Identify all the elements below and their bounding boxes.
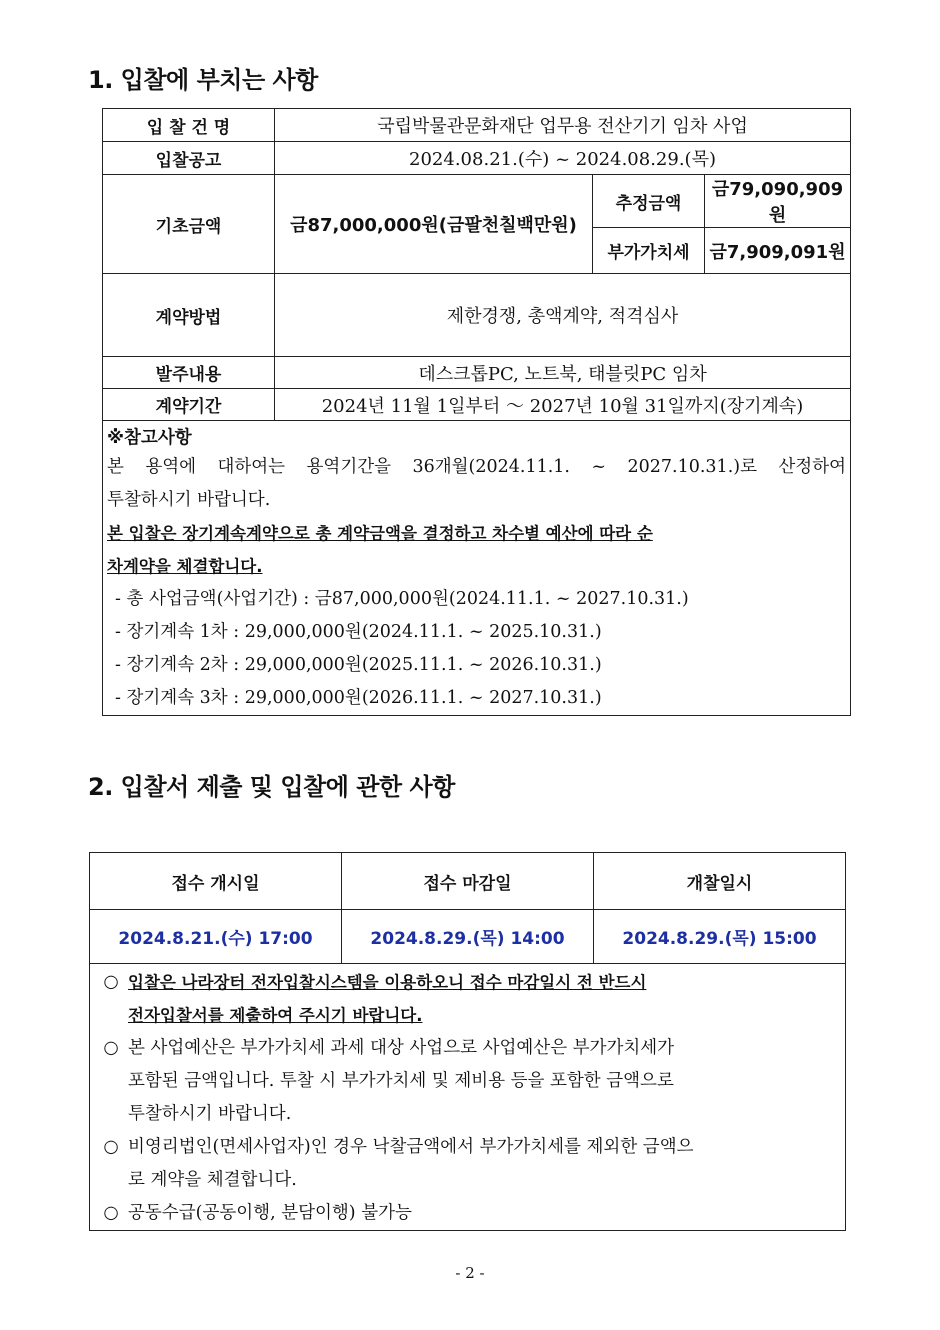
notice-value: 2024.08.21.(수) ~ 2024.08.29.(목) xyxy=(275,142,851,175)
bullets-cell xyxy=(90,964,846,1231)
bullet-mark: ○ xyxy=(103,1203,119,1223)
section1-heading: 1. 입찰에 부치는 사항 xyxy=(88,66,318,94)
method-label: 계약방법 xyxy=(103,274,275,357)
header-close: 접수 마감일 xyxy=(342,853,594,910)
notes-item3: - 장기계속 2차 : 29,000,000원(2025.11.1. ~ 2026.10.31.) xyxy=(115,655,602,675)
notes-line1: 본 용역에 대하여는 용역기간을 36개월(2024.11.1. ~ 2027.10.31.)로 산정하여 xyxy=(107,457,847,477)
notes-line4: 차계약을 체결합니다. xyxy=(107,557,263,576)
notes-cell xyxy=(103,421,851,716)
bullet2-line3: 투찰하시기 바랍니다. xyxy=(128,1104,292,1124)
notes-item4: - 장기계속 3차 : 29,000,000원(2026.11.1. ~ 2027.10.31.) xyxy=(115,688,602,708)
period-label: 계약기간 xyxy=(103,389,275,421)
notice-label: 입찰공고 xyxy=(103,142,275,175)
bullet4-line1: 공동수급(공동이행, 분담이행) 불가능 xyxy=(128,1203,412,1223)
header-open: 접수 개시일 xyxy=(90,853,342,910)
bullet2-line1: 본 사업예산은 부가가치세 과세 대상 사업으로 사업예산은 부가가치세가 xyxy=(128,1038,675,1058)
name-label: 입 찰 건 명 xyxy=(103,109,275,142)
value-opening: 2024.8.29.(목) 15:00 xyxy=(594,910,846,964)
name-value: 국립박물관문화재단 업무용 전산기기 임차 사업 xyxy=(275,109,851,142)
section2-heading: 2. 입찰서 제출 및 입찰에 관한 사항 xyxy=(88,773,455,801)
est-value: 금79,090,909원 xyxy=(705,175,851,228)
order-value: 데스크톱PC, 노트북, 태블릿PC 임차 xyxy=(275,357,851,389)
bullet3-line1: 비영리법인(면세사업자)인 경우 낙찰금액에서 부가가치세를 제외한 금액으 xyxy=(128,1137,694,1157)
vat-label: 부가가치세 xyxy=(593,228,705,274)
notes-title: ※참고사항 xyxy=(107,428,192,448)
base-value: 금87,000,000원(금팔천칠백만원) xyxy=(275,175,593,274)
est-label: 추정금액 xyxy=(593,175,705,228)
base-label: 기초금액 xyxy=(103,175,275,274)
bid-info-table xyxy=(102,108,851,716)
page-number: - 2 - xyxy=(455,1264,485,1282)
period-value: 2024년 11월 1일부터 ～ 2027년 10월 31일까지(장기계속) xyxy=(275,389,851,421)
order-label: 발주내용 xyxy=(103,357,275,389)
notes-item2: - 장기계속 1차 : 29,000,000원(2024.11.1. ~ 2025.10.31.) xyxy=(115,622,602,642)
bullet1-line1: 입찰은 나라장터 전자입찰시스템을 이용하오니 접수 마감일시 전 반드시 xyxy=(128,973,647,992)
bullet-mark: ○ xyxy=(103,1038,119,1058)
schedule-table xyxy=(89,852,846,1231)
vat-value: 금7,909,091원 xyxy=(705,228,851,274)
bullet3-line2: 로 계약을 체결합니다. xyxy=(128,1170,297,1190)
header-opening: 개찰일시 xyxy=(594,853,846,910)
value-open: 2024.8.21.(수) 17:00 xyxy=(90,910,342,964)
notes-item1: - 총 사업금액(사업기간) : 금87,000,000원(2024.11.1. ~ 2027.10.31.) xyxy=(115,589,689,609)
notes-line3: 본 입찰은 장기계속계약으로 총 계약금액을 결정하고 차수별 예산에 따라 순 xyxy=(107,524,653,543)
value-close: 2024.8.29.(목) 14:00 xyxy=(342,910,594,964)
bullet-mark: ○ xyxy=(103,1137,119,1157)
method-value: 제한경쟁, 총액계약, 적격심사 xyxy=(275,274,851,357)
bullet1-line2: 전자입찰서를 제출하여 주시기 바랍니다. xyxy=(128,1006,423,1025)
bullet-mark: ○ xyxy=(103,972,119,992)
bullet2-line2: 포함된 금액입니다. 투찰 시 부가가치세 및 제비용 등을 포함한 금액으로 xyxy=(128,1071,674,1091)
notes-line2: 투찰하시기 바랍니다. xyxy=(107,490,271,510)
